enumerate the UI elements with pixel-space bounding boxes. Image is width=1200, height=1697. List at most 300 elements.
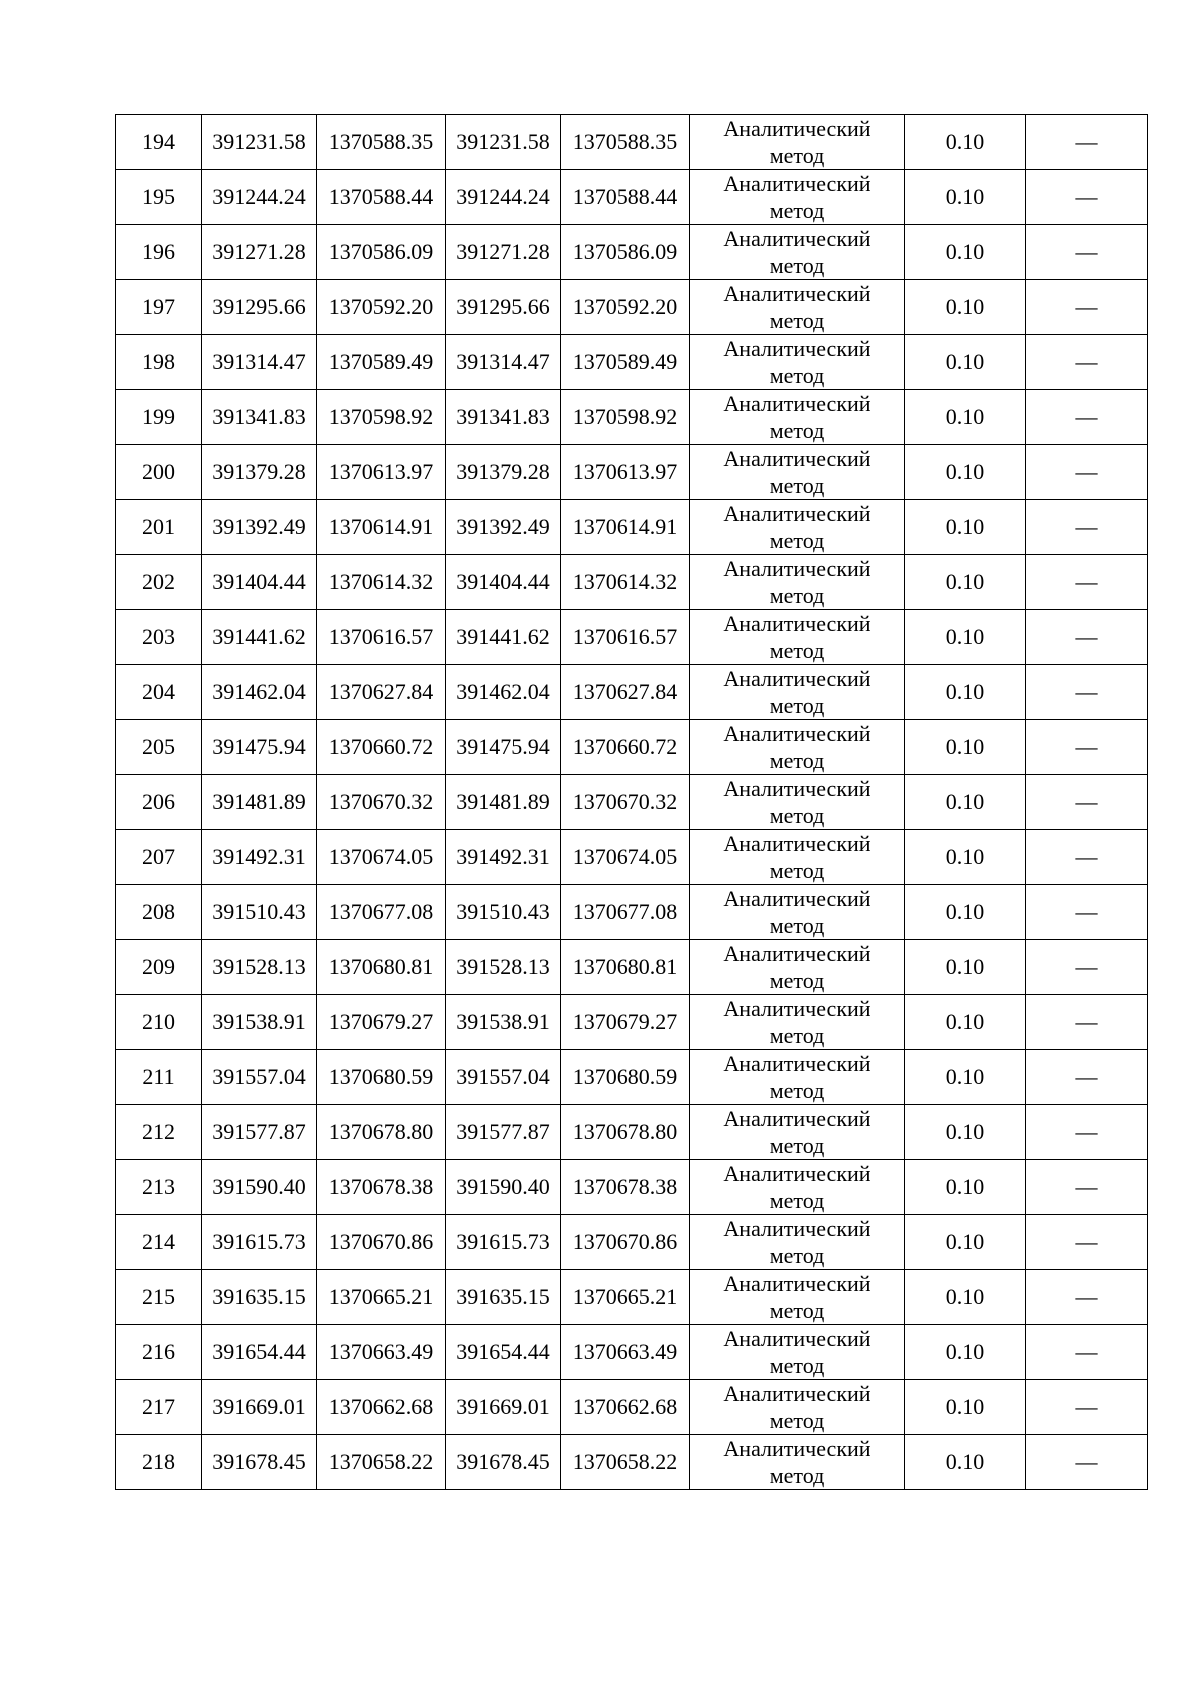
note-cell [1026, 940, 1148, 995]
existing-y-cell [317, 995, 446, 1050]
note-cell [1026, 225, 1148, 280]
accuracy-cell [905, 1270, 1026, 1325]
existing-y-cell [317, 775, 446, 830]
note-cell [1026, 500, 1148, 555]
existing-y-cell [317, 555, 446, 610]
refined-y-cell [561, 115, 690, 170]
method-line-1: Аналитический [723, 171, 871, 196]
note-value: — [1075, 1009, 1098, 1034]
refined-y-cell [561, 940, 690, 995]
accuracy-cell [905, 610, 1026, 665]
accuracy-value: 0.10 [945, 1229, 985, 1254]
refined-x-value: 391538.91 [456, 1009, 550, 1034]
point-number-value: 212 [142, 1119, 175, 1144]
existing-y-cell [317, 390, 446, 445]
note-value: — [1075, 514, 1098, 539]
refined-x-cell [446, 170, 561, 225]
refined-x-cell [446, 115, 561, 170]
method-line-2: метод [769, 1353, 825, 1378]
method-line-1: Аналитический [723, 776, 871, 801]
existing-x-value: 391271.28 [212, 239, 306, 264]
accuracy-cell [905, 1105, 1026, 1160]
note-value: — [1075, 1284, 1098, 1309]
method-line-1: Аналитический [723, 831, 871, 856]
note-value: — [1075, 294, 1098, 319]
point-number-cell [116, 1435, 202, 1490]
refined-y-cell [561, 390, 690, 445]
refined-x-value: 391678.45 [456, 1449, 550, 1474]
existing-y-value: 1370588.44 [328, 184, 434, 209]
refined-x-cell [446, 1380, 561, 1435]
refined-x-value: 391295.66 [456, 294, 550, 319]
method-line-2: метод [769, 198, 825, 223]
point-number-value: 209 [142, 954, 175, 979]
method-line-1: Аналитический [723, 501, 871, 526]
note-value: — [1075, 129, 1098, 154]
method-line-2: метод [769, 858, 825, 883]
point-number-cell [116, 720, 202, 775]
note-cell [1026, 1160, 1148, 1215]
existing-y-cell [317, 885, 446, 940]
existing-y-cell [317, 1050, 446, 1105]
refined-y-value: 1370614.32 [572, 569, 678, 594]
note-cell [1026, 170, 1148, 225]
existing-y-cell [317, 170, 446, 225]
accuracy-value: 0.10 [945, 514, 985, 539]
refined-y-value: 1370677.08 [572, 899, 678, 924]
method-line-1: Аналитический [723, 1271, 871, 1296]
accuracy-cell [905, 500, 1026, 555]
refined-x-cell [446, 390, 561, 445]
point-number-value: 199 [142, 404, 175, 429]
refined-x-value: 391635.15 [456, 1284, 550, 1309]
refined-y-value: 1370613.97 [572, 459, 678, 484]
accuracy-value: 0.10 [945, 1064, 985, 1089]
accuracy-cell [905, 720, 1026, 775]
existing-x-cell [202, 610, 317, 665]
accuracy-value: 0.10 [945, 624, 985, 649]
existing-x-cell [202, 1215, 317, 1270]
existing-x-value: 391654.44 [212, 1339, 306, 1364]
note-value: — [1075, 789, 1098, 814]
existing-x-value: 391475.94 [212, 734, 306, 759]
existing-x-value: 391231.58 [212, 129, 306, 154]
refined-y-value: 1370674.05 [572, 844, 678, 869]
method-cell [690, 1270, 905, 1325]
coordinates-table [115, 114, 1148, 1490]
table-row [116, 1325, 1148, 1380]
point-number-cell [116, 555, 202, 610]
table-row [116, 1270, 1148, 1325]
point-number-value: 201 [142, 514, 175, 539]
note-value: — [1075, 1064, 1098, 1089]
refined-y-value: 1370616.57 [572, 624, 678, 649]
existing-y-value: 1370660.72 [328, 734, 434, 759]
refined-x-cell [446, 445, 561, 500]
method-line-2: метод [769, 363, 825, 388]
refined-y-cell [561, 1380, 690, 1435]
method-line-1: Аналитический [723, 611, 871, 636]
existing-y-value: 1370680.59 [328, 1064, 434, 1089]
existing-y-cell [317, 1160, 446, 1215]
method-cell [690, 665, 905, 720]
point-number-cell [116, 775, 202, 830]
note-cell [1026, 1435, 1148, 1490]
existing-y-cell [317, 335, 446, 390]
refined-x-cell [446, 1105, 561, 1160]
refined-y-cell [561, 335, 690, 390]
point-number-cell [116, 1325, 202, 1380]
refined-y-cell [561, 445, 690, 500]
accuracy-cell [905, 390, 1026, 445]
existing-x-cell [202, 1325, 317, 1380]
method-line-2: метод [769, 528, 825, 553]
table-row [116, 830, 1148, 885]
existing-x-cell [202, 995, 317, 1050]
existing-x-value: 391314.47 [212, 349, 306, 374]
method-cell [690, 885, 905, 940]
refined-y-cell [561, 885, 690, 940]
accuracy-value: 0.10 [945, 1174, 985, 1199]
note-value: — [1075, 349, 1098, 374]
method-line-2: метод [769, 638, 825, 663]
method-line-1: Аналитический [723, 281, 871, 306]
accuracy-cell [905, 1050, 1026, 1105]
existing-x-value: 391635.15 [212, 1284, 306, 1309]
existing-x-value: 391341.83 [212, 404, 306, 429]
refined-x-cell [446, 500, 561, 555]
method-cell [690, 445, 905, 500]
note-cell [1026, 390, 1148, 445]
point-number-cell [116, 445, 202, 500]
table-row [116, 1380, 1148, 1435]
existing-y-value: 1370598.92 [328, 404, 434, 429]
accuracy-value: 0.10 [945, 349, 985, 374]
method-line-1: Аналитический [723, 886, 871, 911]
existing-y-value: 1370627.84 [328, 679, 434, 704]
refined-y-cell [561, 1160, 690, 1215]
point-number-value: 194 [142, 129, 175, 154]
method-line-2: метод [769, 418, 825, 443]
note-value: — [1075, 1394, 1098, 1419]
point-number-value: 196 [142, 239, 175, 264]
point-number-value: 216 [142, 1339, 175, 1364]
accuracy-value: 0.10 [945, 899, 985, 924]
refined-x-value: 391557.04 [456, 1064, 550, 1089]
existing-y-value: 1370588.35 [328, 129, 434, 154]
table-row [116, 610, 1148, 665]
accuracy-value: 0.10 [945, 954, 985, 979]
refined-y-cell [561, 1270, 690, 1325]
refined-x-cell [446, 280, 561, 335]
point-number-value: 207 [142, 844, 175, 869]
existing-x-cell [202, 720, 317, 775]
existing-x-cell [202, 555, 317, 610]
existing-y-cell [317, 1380, 446, 1435]
point-number-value: 198 [142, 349, 175, 374]
point-number-cell [116, 1050, 202, 1105]
method-line-1: Аналитический [723, 996, 871, 1021]
accuracy-cell [905, 1325, 1026, 1380]
note-value: — [1075, 1449, 1098, 1474]
point-number-cell [116, 1160, 202, 1215]
existing-x-cell [202, 445, 317, 500]
method-line-2: метод [769, 583, 825, 608]
refined-y-value: 1370598.92 [572, 404, 678, 429]
table-row [116, 225, 1148, 280]
note-value: — [1075, 1174, 1098, 1199]
existing-x-cell [202, 1435, 317, 1490]
method-line-2: метод [769, 473, 825, 498]
method-cell [690, 995, 905, 1050]
table-body [116, 115, 1148, 1490]
existing-y-value: 1370616.57 [328, 624, 434, 649]
accuracy-cell [905, 1435, 1026, 1490]
existing-x-value: 391379.28 [212, 459, 306, 484]
point-number-cell [116, 115, 202, 170]
method-line-2: метод [769, 1188, 825, 1213]
table-row [116, 665, 1148, 720]
existing-y-value: 1370670.86 [328, 1229, 434, 1254]
note-cell [1026, 280, 1148, 335]
existing-x-value: 391615.73 [212, 1229, 306, 1254]
existing-x-cell [202, 1270, 317, 1325]
existing-y-cell [317, 940, 446, 995]
note-cell [1026, 335, 1148, 390]
existing-y-value: 1370678.38 [328, 1174, 434, 1199]
point-number-value: 211 [142, 1064, 175, 1089]
note-value: — [1075, 1119, 1098, 1144]
method-line-1: Аналитический [723, 666, 871, 691]
point-number-cell [116, 500, 202, 555]
method-line-1: Аналитический [723, 1161, 871, 1186]
note-value: — [1075, 734, 1098, 759]
point-number-cell [116, 885, 202, 940]
point-number-value: 197 [142, 294, 175, 319]
note-value: — [1075, 679, 1098, 704]
method-cell [690, 1435, 905, 1490]
table-row [116, 170, 1148, 225]
existing-y-value: 1370613.97 [328, 459, 434, 484]
method-cell [690, 1160, 905, 1215]
refined-x-value: 391341.83 [456, 404, 550, 429]
table-row [116, 335, 1148, 390]
method-cell [690, 225, 905, 280]
refined-x-value: 391392.49 [456, 514, 550, 539]
accuracy-value: 0.10 [945, 1119, 985, 1144]
note-cell [1026, 775, 1148, 830]
refined-y-value: 1370658.22 [572, 1449, 678, 1474]
note-cell [1026, 1105, 1148, 1160]
method-line-2: метод [769, 748, 825, 773]
accuracy-value: 0.10 [945, 1339, 985, 1364]
point-number-cell [116, 335, 202, 390]
refined-y-cell [561, 1435, 690, 1490]
accuracy-cell [905, 885, 1026, 940]
refined-x-value: 391441.62 [456, 624, 550, 649]
note-value: — [1075, 1339, 1098, 1364]
refined-x-value: 391379.28 [456, 459, 550, 484]
refined-y-value: 1370680.59 [572, 1064, 678, 1089]
refined-y-cell [561, 1050, 690, 1105]
existing-x-cell [202, 500, 317, 555]
existing-y-value: 1370589.49 [328, 349, 434, 374]
method-line-1: Аналитический [723, 446, 871, 471]
method-line-1: Аналитический [723, 1216, 871, 1241]
note-cell [1026, 115, 1148, 170]
existing-x-cell [202, 225, 317, 280]
method-line-2: метод [769, 1243, 825, 1268]
refined-x-cell [446, 1325, 561, 1380]
refined-x-value: 391654.44 [456, 1339, 550, 1364]
existing-y-cell [317, 720, 446, 775]
table-row [116, 885, 1148, 940]
point-number-cell [116, 1215, 202, 1270]
point-number-cell [116, 280, 202, 335]
method-cell [690, 940, 905, 995]
accuracy-value: 0.10 [945, 844, 985, 869]
refined-x-cell [446, 665, 561, 720]
existing-x-cell [202, 665, 317, 720]
point-number-value: 217 [142, 1394, 175, 1419]
accuracy-value: 0.10 [945, 239, 985, 264]
refined-x-cell [446, 885, 561, 940]
existing-y-cell [317, 1270, 446, 1325]
method-line-2: метод [769, 253, 825, 278]
point-number-cell [116, 610, 202, 665]
method-line-2: метод [769, 1133, 825, 1158]
method-line-1: Аналитический [723, 941, 871, 966]
method-line-2: метод [769, 693, 825, 718]
refined-x-value: 391481.89 [456, 789, 550, 814]
refined-x-value: 391528.13 [456, 954, 550, 979]
refined-x-value: 391669.01 [456, 1394, 550, 1419]
refined-y-value: 1370592.20 [572, 294, 678, 319]
refined-y-cell [561, 610, 690, 665]
accuracy-cell [905, 940, 1026, 995]
refined-y-cell [561, 720, 690, 775]
note-value: — [1075, 1229, 1098, 1254]
refined-x-value: 391615.73 [456, 1229, 550, 1254]
table-row [116, 500, 1148, 555]
existing-x-value: 391481.89 [212, 789, 306, 814]
method-cell [690, 115, 905, 170]
method-cell [690, 1215, 905, 1270]
note-cell [1026, 1050, 1148, 1105]
point-number-value: 210 [142, 1009, 175, 1034]
method-line-1: Аналитический [723, 556, 871, 581]
note-cell [1026, 1380, 1148, 1435]
refined-y-value: 1370670.32 [572, 789, 678, 814]
refined-y-cell [561, 995, 690, 1050]
existing-y-cell [317, 610, 446, 665]
table-row [116, 390, 1148, 445]
method-line-2: метод [769, 1078, 825, 1103]
refined-x-cell [446, 995, 561, 1050]
method-line-2: метод [769, 803, 825, 828]
method-cell [690, 335, 905, 390]
method-line-1: Аналитический [723, 336, 871, 361]
refined-y-value: 1370614.91 [572, 514, 678, 539]
existing-y-value: 1370670.32 [328, 789, 434, 814]
existing-y-cell [317, 115, 446, 170]
existing-y-value: 1370614.32 [328, 569, 434, 594]
refined-y-value: 1370680.81 [572, 954, 678, 979]
refined-y-value: 1370627.84 [572, 679, 678, 704]
method-cell [690, 1325, 905, 1380]
method-line-2: метод [769, 1463, 825, 1488]
accuracy-cell [905, 1160, 1026, 1215]
accuracy-value: 0.10 [945, 184, 985, 209]
existing-x-cell [202, 115, 317, 170]
point-number-cell [116, 1270, 202, 1325]
existing-x-cell [202, 1160, 317, 1215]
refined-x-cell [446, 1435, 561, 1490]
note-cell [1026, 665, 1148, 720]
refined-y-cell [561, 170, 690, 225]
existing-y-value: 1370678.80 [328, 1119, 434, 1144]
existing-x-cell [202, 830, 317, 885]
method-cell [690, 775, 905, 830]
point-number-cell [116, 995, 202, 1050]
method-line-1: Аналитический [723, 1436, 871, 1461]
existing-x-value: 391669.01 [212, 1394, 306, 1419]
accuracy-value: 0.10 [945, 1449, 985, 1474]
refined-y-value: 1370589.49 [572, 349, 678, 374]
table-row [116, 1050, 1148, 1105]
existing-x-cell [202, 335, 317, 390]
refined-x-cell [446, 335, 561, 390]
method-line-1: Аналитический [723, 226, 871, 251]
point-number-value: 205 [142, 734, 175, 759]
refined-x-cell [446, 720, 561, 775]
method-cell [690, 1105, 905, 1160]
table-row [116, 775, 1148, 830]
accuracy-value: 0.10 [945, 569, 985, 594]
table-row [116, 720, 1148, 775]
method-line-2: метод [769, 1023, 825, 1048]
note-cell [1026, 445, 1148, 500]
point-number-value: 202 [142, 569, 175, 594]
existing-y-value: 1370679.27 [328, 1009, 434, 1034]
method-cell [690, 610, 905, 665]
existing-x-value: 391404.44 [212, 569, 306, 594]
existing-y-value: 1370674.05 [328, 844, 434, 869]
method-line-1: Аналитический [723, 1106, 871, 1131]
table-row [116, 115, 1148, 170]
refined-y-cell [561, 665, 690, 720]
accuracy-value: 0.10 [945, 1394, 985, 1419]
existing-y-value: 1370680.81 [328, 954, 434, 979]
existing-y-cell [317, 830, 446, 885]
existing-x-cell [202, 1105, 317, 1160]
note-cell [1026, 610, 1148, 665]
method-line-1: Аналитический [723, 1326, 871, 1351]
note-cell [1026, 1215, 1148, 1270]
accuracy-cell [905, 775, 1026, 830]
point-number-value: 206 [142, 789, 175, 814]
point-number-cell [116, 170, 202, 225]
method-line-2: метод [769, 308, 825, 333]
existing-y-value: 1370663.49 [328, 1339, 434, 1364]
existing-y-cell [317, 1215, 446, 1270]
refined-y-cell [561, 225, 690, 280]
method-cell [690, 390, 905, 445]
existing-x-value: 391528.13 [212, 954, 306, 979]
note-value: — [1075, 954, 1098, 979]
point-number-value: 214 [142, 1229, 175, 1254]
note-value: — [1075, 624, 1098, 649]
